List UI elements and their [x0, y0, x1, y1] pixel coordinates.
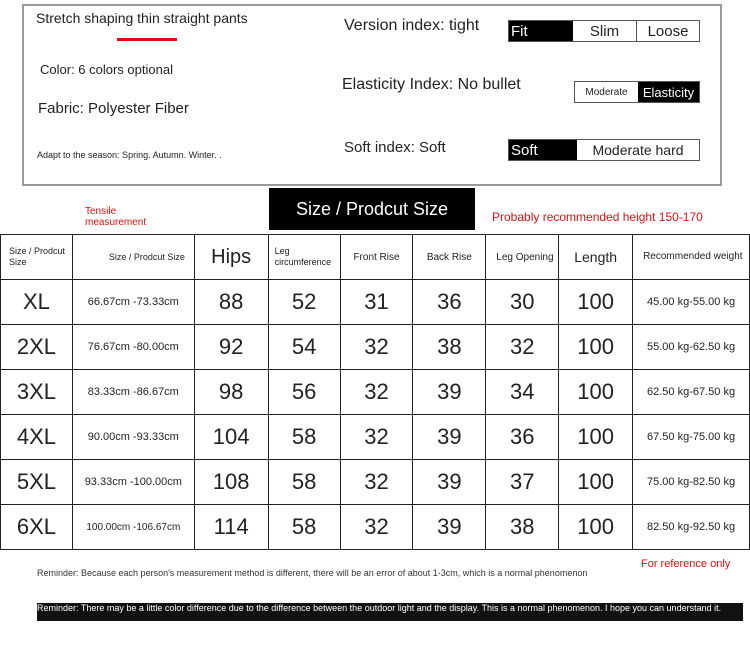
soft-option-soft: Soft	[509, 140, 577, 160]
leg-circumference-cell: 52	[268, 280, 340, 325]
hips-cell: 88	[194, 280, 268, 325]
size-cell: 6XL	[1, 505, 73, 550]
size-cell: 2XL	[1, 325, 73, 370]
size-cell: 5XL	[1, 460, 73, 505]
leg-circumference-cell: 58	[268, 460, 340, 505]
weight-cell: 45.00 kg-55.00 kg	[633, 280, 750, 325]
hips-cell: 92	[194, 325, 268, 370]
hips-cell: 108	[194, 460, 268, 505]
product-info-box	[22, 4, 722, 186]
col-product-size: Size / Prodcut Size	[72, 235, 194, 280]
length-cell: 100	[559, 505, 633, 550]
leg-circumference-cell: 58	[268, 505, 340, 550]
length-cell: 100	[559, 460, 633, 505]
weight-cell: 55.00 kg-62.50 kg	[633, 325, 750, 370]
back-rise-cell: 39	[413, 415, 486, 460]
version-index-scale	[508, 20, 700, 42]
season-info: Adapt to the season: Spring. Autumn. Winter. .	[37, 150, 222, 160]
back-rise-cell: 36	[413, 280, 486, 325]
soft-index-label: Soft index: Soft	[344, 139, 446, 156]
front-rise-cell: 32	[340, 370, 413, 415]
col-front-rise: Front Rise	[340, 235, 413, 280]
soft-option-moderate-hard: Moderate hard	[592, 142, 684, 158]
title-underline	[117, 38, 177, 41]
back-rise-cell: 39	[413, 370, 486, 415]
leg-opening-cell: 30	[486, 280, 559, 325]
measurement-reminder: Reminder: Because each person's measurement method is different, there will be an error of about 1-3cm, which is a normal phenomenon	[37, 568, 588, 578]
front-rise-cell: 31	[340, 280, 413, 325]
elasticity-option-moderate: Moderate	[585, 86, 628, 98]
col-size: Size / Prodcut Size	[1, 235, 73, 280]
table-row	[1, 505, 750, 550]
size-cell: 4XL	[1, 415, 73, 460]
col-back-rise: Back Rise	[413, 235, 486, 280]
tensile-measurement-label: Tensile measurement	[85, 206, 147, 228]
length-cell: 100	[559, 280, 633, 325]
front-rise-cell: 32	[340, 415, 413, 460]
leg-opening-cell: 38	[486, 505, 559, 550]
waist-cell: 83.33cm -86.67cm	[72, 370, 194, 415]
leg-opening-cell: 34	[486, 370, 559, 415]
length-cell: 100	[559, 370, 633, 415]
front-rise-cell: 32	[340, 460, 413, 505]
color-info: Color: 6 colors optional	[40, 62, 173, 77]
reference-note: For reference only	[641, 558, 731, 570]
size-cell: 3XL	[1, 370, 73, 415]
weight-cell: 75.00 kg-82.50 kg	[633, 460, 750, 505]
leg-opening-cell: 37	[486, 460, 559, 505]
hips-cell: 104	[194, 415, 268, 460]
elasticity-index-label: Elasticity Index: No bullet	[342, 76, 521, 93]
col-recommended-weight: Recommended weight	[633, 235, 750, 280]
size-cell: XL	[1, 280, 73, 325]
waist-cell: 66.67cm -73.33cm	[72, 280, 194, 325]
version-option-slim: Slim	[573, 21, 637, 41]
leg-circumference-cell: 58	[268, 415, 340, 460]
col-leg-circumference: Leg circumference	[268, 235, 340, 280]
waist-cell: 100.00cm -106.67cm	[72, 505, 194, 550]
color-difference-reminder: Reminder: There may be a little color difference due to the difference between the outdoor light and the display. This is a normal phenomenon. I hope you can understand it.	[37, 603, 743, 621]
elasticity-option-elasticity: Elasticity	[638, 82, 699, 102]
product-title: Stretch shaping thin straight pants	[36, 10, 248, 26]
hips-cell: 98	[194, 370, 268, 415]
col-length: Length	[559, 235, 633, 280]
leg-opening-cell: 36	[486, 415, 559, 460]
table-header-row	[1, 235, 750, 280]
table-row	[1, 325, 750, 370]
table-row	[1, 460, 750, 505]
recommended-height: Probably recommended height 150-170	[492, 210, 703, 224]
back-rise-cell: 38	[413, 325, 486, 370]
elasticity-index-scale	[574, 81, 700, 103]
leg-circumference-cell: 54	[268, 325, 340, 370]
front-rise-cell: 32	[340, 505, 413, 550]
table-row	[1, 415, 750, 460]
leg-circumference-cell: 56	[268, 370, 340, 415]
weight-cell: 62.50 kg-67.50 kg	[633, 370, 750, 415]
fabric-info: Fabric: Polyester Fiber	[38, 100, 189, 117]
waist-cell: 76.67cm -80.00cm	[72, 325, 194, 370]
length-cell: 100	[559, 325, 633, 370]
version-index-label: Version index: tight	[344, 17, 480, 34]
waist-cell: 90.00cm -93.33cm	[72, 415, 194, 460]
table-row	[1, 370, 750, 415]
col-hips: Hips	[194, 235, 268, 280]
table-row	[1, 280, 750, 325]
weight-cell: 67.50 kg-75.00 kg	[633, 415, 750, 460]
soft-index-scale	[508, 139, 700, 161]
length-cell: 100	[559, 415, 633, 460]
weight-cell: 82.50 kg-92.50 kg	[633, 505, 750, 550]
back-rise-cell: 39	[413, 460, 486, 505]
hips-cell: 114	[194, 505, 268, 550]
size-table	[0, 234, 750, 550]
size-table-header: Size / Prodcut Size	[269, 188, 475, 230]
front-rise-cell: 32	[340, 325, 413, 370]
back-rise-cell: 39	[413, 505, 486, 550]
col-leg-opening: Leg Opening	[486, 235, 559, 280]
waist-cell: 93.33cm -100.00cm	[72, 460, 194, 505]
version-option-fit: Fit	[509, 21, 573, 41]
leg-opening-cell: 32	[486, 325, 559, 370]
version-option-loose: Loose	[647, 22, 689, 40]
